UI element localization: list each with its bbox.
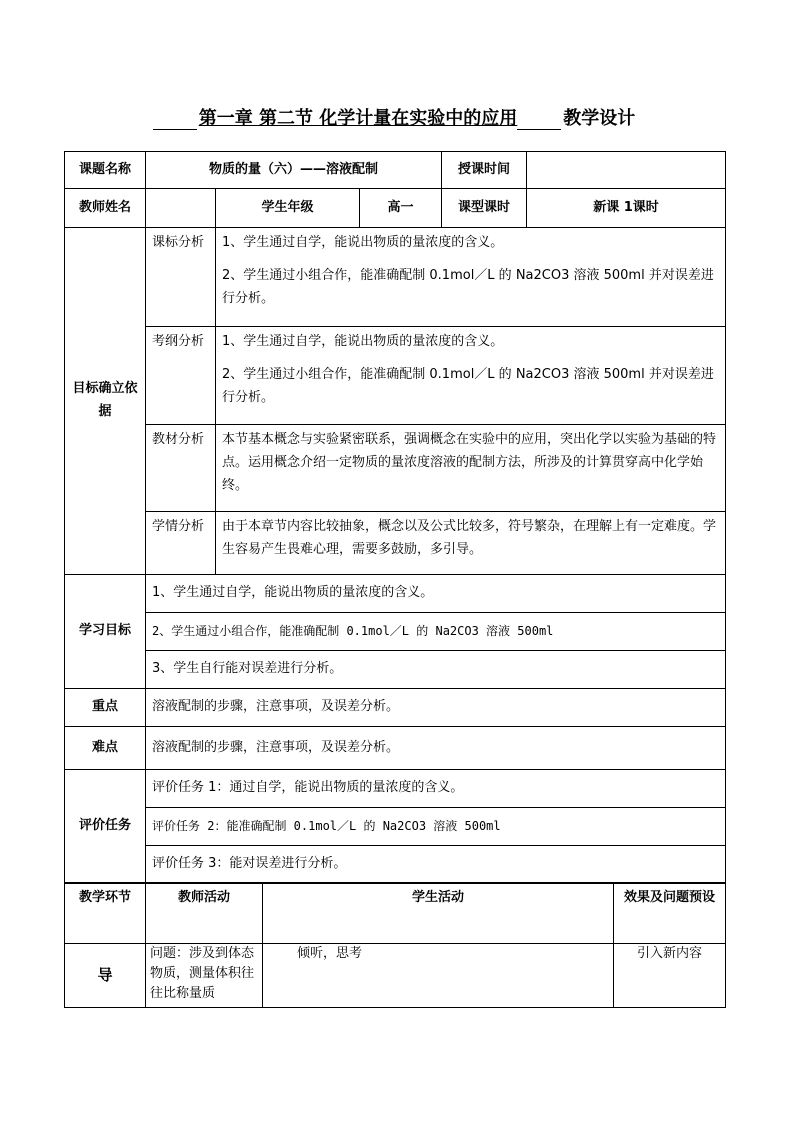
- lesson-plan-table: [64, 151, 726, 884]
- objective-item: 3、学生自行能对误差进行分析。: [146, 651, 726, 689]
- evaluation-item: 评价任务 2：能准确配制 0.1mol／L 的 Na2CO3 溶液 500ml: [146, 808, 726, 846]
- basis-line: 2、学生通过小组合作，能准确配制 0.1mol／L 的 Na2CO3 溶液 500ml 并对误差进行分析。: [222, 267, 714, 306]
- process-teacher-activity: 问题：涉及到体态物质，测量体积往往比称量质: [146, 944, 263, 1008]
- basis-row-content: [216, 327, 726, 425]
- type-value: 新课 1课时: [527, 189, 726, 228]
- label-time: 授课时间: [442, 152, 527, 189]
- process-student-activity: 倾听，思考: [263, 944, 614, 1008]
- process-effect: 引入新内容: [614, 944, 726, 1008]
- process-header-teacher: 教师活动: [146, 883, 263, 944]
- teacher-value: [146, 189, 216, 228]
- label-teacher: 教师姓名: [65, 189, 146, 228]
- basis-row-content: [216, 425, 726, 512]
- difficulties-label: 难点: [65, 727, 146, 770]
- process-header-student: 学生活动: [263, 883, 614, 944]
- basis-line: 本节基本概念与实验紧密联系，强调概念在实验中的应用，突出化学以实验为基础的特点。运用概念介绍一定物质的量浓度溶液的配制方法，所涉及的计算贯穿高中化学始终。: [222, 432, 717, 493]
- title-blank-2: [517, 111, 561, 130]
- process-table: [64, 882, 726, 1008]
- label-topic: 课题名称: [65, 152, 146, 189]
- time-value: [527, 152, 726, 189]
- basis-label-text: 目标确立依据: [72, 381, 138, 419]
- label-type: 课型课时: [442, 189, 527, 228]
- title-main: 第一章 第二节 化学计量在实验中的应用: [198, 108, 518, 129]
- key-points-label: 重点: [65, 689, 146, 727]
- difficulties-text: 溶液配制的步骤，注意事项，及误差分析。: [146, 727, 726, 770]
- title-suffix: 教学设计: [563, 108, 636, 129]
- key-points-text: 溶液配制的步骤，注意事项，及误差分析。: [146, 689, 726, 727]
- basis-row-content: [216, 512, 726, 575]
- basis-row-label: 学情分析: [146, 512, 216, 575]
- basis-line: 由于本章节内容比较抽象，概念以及公式比较多，符号繁杂，在理解上有一定难度。学生容易产生畏难心理，需要多鼓励，多引导。: [222, 519, 717, 557]
- grade-value: 高一: [360, 189, 442, 228]
- process-stage: 导: [65, 944, 146, 1008]
- process-header-effect: 效果及问题预设: [614, 883, 726, 944]
- title-blank-1: [153, 111, 197, 130]
- evaluation-item: 评价任务 1：通过自学，能说出物质的量浓度的含义。: [146, 770, 726, 808]
- basis-row-label: 教材分析: [146, 425, 216, 512]
- basis-line: 1、学生通过自学，能说出物质的量浓度的含义。: [222, 235, 504, 250]
- label-grade: 学生年级: [216, 189, 360, 228]
- basis-row-label: 考纲分析: [146, 327, 216, 425]
- objective-item: 1、学生通过自学，能说出物质的量浓度的含义。: [146, 575, 726, 613]
- basis-row-label: 课标分析: [146, 228, 216, 327]
- objective-item: 2、学生通过小组合作，能准确配制 0.1mol／L 的 Na2CO3 溶液 500ml: [146, 613, 726, 651]
- evaluation-label: 评价任务: [65, 770, 146, 884]
- objectives-label: 学习目标: [65, 575, 146, 689]
- basis-label: [65, 228, 146, 575]
- basis-line: 2、学生通过小组合作，能准确配制 0.1mol／L 的 Na2CO3 溶液 500ml 并对误差进行分析。: [222, 366, 714, 405]
- process-header-stage: 教学环节: [65, 883, 146, 944]
- evaluation-item: 评价任务 3：能对误差进行分析。: [146, 846, 726, 884]
- document-title: [64, 104, 724, 134]
- topic-value: 物质的量（六）——溶液配制: [146, 152, 442, 189]
- basis-line: 1、学生通过自学，能说出物质的量浓度的含义。: [222, 334, 504, 349]
- basis-row-content: [216, 228, 726, 327]
